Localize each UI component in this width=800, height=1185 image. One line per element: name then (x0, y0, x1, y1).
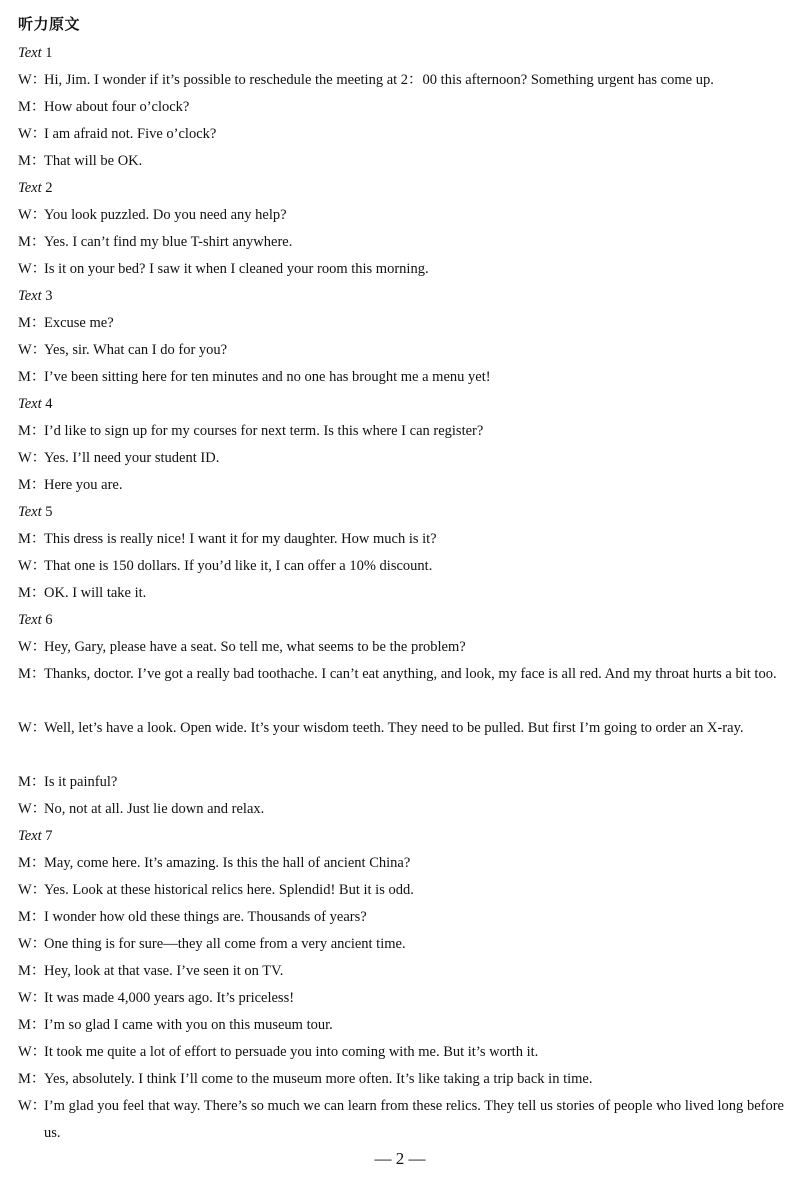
dialogue-line (18, 1066, 784, 1093)
dialogue-line (18, 256, 784, 283)
dialogue-text: Is it on your bed? I saw it when I cleaned your room this morning. (44, 261, 429, 277)
dialogue-text: I wonder how old these things are. Thousands of years? (44, 909, 367, 925)
section-number: 7 (45, 828, 53, 844)
speaker-label: M： (18, 234, 46, 250)
speaker-label: W： (18, 990, 47, 1006)
section-label: Text (18, 396, 42, 412)
dialogue-line (18, 337, 784, 364)
section-heading (18, 175, 784, 202)
speaker-label: W： (18, 639, 47, 655)
speaker-label: M： (18, 585, 46, 601)
dialogue-line (18, 418, 784, 445)
speaker-label: M： (18, 855, 46, 871)
speaker-label: W： (18, 261, 47, 277)
section-label: Text (18, 504, 42, 520)
speaker-label: W： (18, 720, 47, 736)
dialogue-text: Yes. I can’t find my blue T-shirt anywhere. (44, 234, 293, 250)
speaker-label: W： (18, 207, 47, 223)
dialogue-text: One thing is for sure—they all come from a very ancient time. (44, 936, 406, 952)
dialogue-text: Hi, Jim. I wonder if it’s possible to reschedule the meeting at 2：00 this afternoon? Something urgent has come up. (44, 72, 714, 88)
speaker-label: M： (18, 1017, 46, 1033)
speaker-label: M： (18, 99, 46, 115)
dialogue-text: Excuse me? (44, 315, 114, 331)
dialogue-line (18, 121, 784, 148)
dialogue-line (18, 148, 784, 175)
speaker-label: M： (18, 477, 46, 493)
speaker-label: W： (18, 126, 47, 142)
dialogue-line (18, 553, 784, 580)
dialogue-line (18, 715, 784, 769)
dialogue-text: I’ve been sitting here for ten minutes and no one has brought me a menu yet! (44, 369, 491, 385)
speaker-label: M： (18, 1071, 46, 1087)
dialogue-line (18, 364, 784, 391)
section-heading (18, 40, 784, 67)
dialogue-text: I’m glad you feel that way. There’s so much we can learn from these relics. They tell us stories of people who lived long before us. (44, 1098, 784, 1141)
dialogue-line (18, 931, 784, 958)
dialogue-line (18, 634, 784, 661)
speaker-label: W： (18, 342, 47, 358)
dialogue-text: May, come here. It’s amazing. Is this the hall of ancient China? (44, 855, 411, 871)
speaker-label: M： (18, 369, 46, 385)
section-heading (18, 283, 784, 310)
section-label: Text (18, 612, 42, 628)
speaker-label: M： (18, 909, 46, 925)
dialogue-line (18, 904, 784, 931)
page-number: — 2 — (374, 1149, 426, 1168)
dialogue-line (18, 94, 784, 121)
section-label: Text (18, 180, 42, 196)
section-number: 3 (45, 288, 53, 304)
dialogue-line (18, 67, 784, 94)
dialogue-text: You look puzzled. Do you need any help? (44, 207, 287, 223)
speaker-label: W： (18, 72, 47, 88)
dialogue-line (18, 229, 784, 256)
dialogue-text: It took me quite a lot of effort to persuade you into coming with me. But it’s worth it. (44, 1044, 539, 1060)
dialogue-text: This dress is really nice! I want it for my daughter. How much is it? (44, 531, 437, 547)
dialogue-text: That one is 150 dollars. If you’d like it, I can offer a 10% discount. (44, 558, 433, 574)
dialogue-text: How about four o’clock? (44, 99, 190, 115)
speaker-label: W： (18, 450, 47, 466)
dialogue-line (18, 310, 784, 337)
speaker-label: W： (18, 558, 47, 574)
speaker-label: W： (18, 882, 47, 898)
dialogue-text: I am afraid not. Five o’clock? (44, 126, 217, 142)
dialogue-text: Yes, sir. What can I do for you? (44, 342, 228, 358)
section-number: 6 (45, 612, 53, 628)
speaker-label: M： (18, 315, 46, 331)
speaker-label: W： (18, 1098, 47, 1114)
dialogue-text: Hey, look at that vase. I’ve seen it on TV. (44, 963, 284, 979)
speaker-label: M： (18, 423, 46, 439)
dialogue-line (18, 985, 784, 1012)
dialogue-text: It was made 4,000 years ago. It’s priceless! (44, 990, 295, 1006)
speaker-label: M： (18, 666, 46, 682)
dialogue-text: Yes. I’ll need your student ID. (44, 450, 220, 466)
section-heading (18, 607, 784, 634)
dialogue-line (18, 796, 784, 823)
dialogue-line (18, 958, 784, 985)
dialogue-text: Hey, Gary, please have a seat. So tell me, what seems to be the problem? (44, 639, 466, 655)
dialogue-text: Here you are. (44, 477, 123, 493)
speaker-label: W： (18, 936, 47, 952)
speaker-label: M： (18, 531, 46, 547)
dialogue-text: Yes. Look at these historical relics here. Splendid! But it is odd. (44, 882, 414, 898)
dialogue-text: Yes, absolutely. I think I’ll come to the museum more often. It’s like taking a trip back in time. (44, 1071, 593, 1087)
section-number: 2 (45, 180, 53, 196)
dialogue-line (18, 769, 784, 796)
dialogue-line (18, 850, 784, 877)
section-label: Text (18, 288, 42, 304)
section-number: 5 (45, 504, 53, 520)
dialogue-line (18, 1012, 784, 1039)
dialogue-line (18, 445, 784, 472)
dialogue-line (18, 877, 784, 904)
dialogue-line (18, 526, 784, 553)
section-number: 1 (45, 45, 53, 61)
dialogue-line (18, 1039, 784, 1066)
speaker-label: M： (18, 153, 46, 169)
section-number: 4 (45, 396, 53, 412)
transcript-body (18, 40, 784, 1147)
section-heading (18, 391, 784, 418)
dialogue-line (18, 472, 784, 499)
dialogue-text: I’m so glad I came with you on this museum tour. (44, 1017, 333, 1033)
dialogue-text: Well, let’s have a look. Open wide. It’s your wisdom teeth. They need to be pulled. But first I’m going to order an X-ray. (44, 720, 744, 736)
section-heading (18, 823, 784, 850)
dialogue-text: Thanks, doctor. I’ve got a really bad toothache. I can’t eat anything, and look, my face is all red. And my throat hurts a bit too. (44, 666, 777, 682)
dialogue-line (18, 580, 784, 607)
dialogue-text: No, not at all. Just lie down and relax. (44, 801, 265, 817)
dialogue-line (18, 661, 784, 715)
speaker-label: M： (18, 963, 46, 979)
dialogue-text: I’d like to sign up for my courses for next term. Is this where I can register? (44, 423, 484, 439)
dialogue-line (18, 1093, 784, 1147)
speaker-label: W： (18, 801, 47, 817)
section-label: Text (18, 828, 42, 844)
speaker-label: M： (18, 774, 46, 790)
section-heading (18, 499, 784, 526)
dialogue-text: Is it painful? (44, 774, 118, 790)
speaker-label: W： (18, 1044, 47, 1060)
dialogue-line (18, 202, 784, 229)
dialogue-text: That will be OK. (44, 153, 143, 169)
page-title: 听力原文 (18, 15, 81, 33)
dialogue-text: OK. I will take it. (44, 585, 147, 601)
section-label: Text (18, 45, 42, 61)
